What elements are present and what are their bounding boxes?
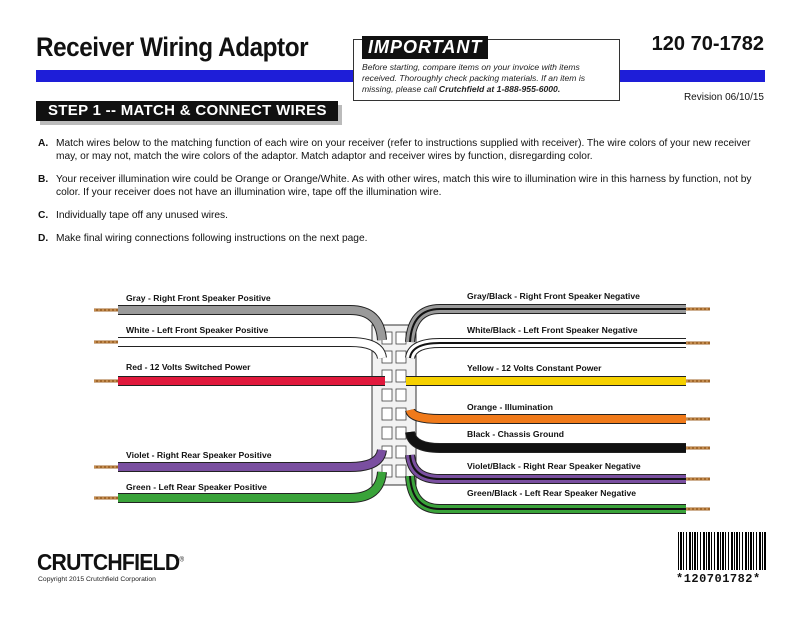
instruction-letter: C. (38, 210, 49, 221)
wire-label: Green/Black - Left Rear Speaker Negative (467, 488, 637, 498)
wire-right (410, 343, 686, 358)
header-rule-right (618, 70, 765, 82)
copyright: Copyright 2015 Crutchfield Corporation (38, 576, 156, 583)
connector-pin (396, 446, 406, 458)
instruction-item (38, 173, 758, 199)
registered-mark: ® (179, 556, 184, 564)
important-body: Before starting, compare items on your invoice with items received. Thoroughly check packing materials. If an item is missing, please call (362, 62, 586, 94)
logo-text: CRUTCHFIELD (37, 549, 180, 575)
connector-pin (382, 389, 392, 401)
instruction-list (38, 137, 758, 255)
important-tag: IMPORTANT (362, 36, 488, 59)
revision-date: Revision 06/10/15 (683, 92, 764, 103)
connector-pin (382, 427, 392, 439)
instruction-item (38, 232, 758, 245)
instruction-text: Match wires below to the matching function of each wire on your receiver (refer to instructions supplied with receiver). The wire colors of your new receiver may, or may not, match the wire colors of the adaptor. Match adaptor and receiver wires by function, disregarding color. (56, 138, 751, 162)
part-number: 120 70-1782 (651, 33, 764, 55)
instruction-letter: B. (38, 174, 49, 185)
connector-pin (396, 408, 406, 420)
wire-label: Yellow - 12 Volts Constant Power (467, 363, 602, 373)
wire-label: Gray/Black - Right Front Speaker Negative (467, 291, 640, 301)
instruction-text: Make final wiring connections following instructions on the next page. (56, 233, 368, 244)
instruction-text: Individually tape off any unused wires. (56, 210, 228, 221)
connector-pin (396, 389, 406, 401)
important-notice (353, 39, 620, 101)
wire-label: Black - Chassis Ground (467, 429, 564, 439)
important-phone: Crutchfield at 1-888-955-6000. (438, 84, 561, 94)
instruction-letter: A. (38, 138, 49, 149)
connector-pin (396, 332, 406, 344)
header-rule-left (36, 70, 353, 82)
wire-label: Green - Left Rear Speaker Positive (126, 482, 267, 492)
instruction-letter: D. (38, 233, 49, 244)
connector-pin (396, 465, 406, 477)
connector-pin (396, 370, 406, 382)
instruction-text: Your receiver illumination wire could be Orange or Orange/White. As with other wires, match this wire to illumination wire in this harness by function, not by color. If your receiver does not have an illumination wire, tape off the illumination wire. (56, 174, 752, 198)
wiring-diagram (0, 280, 802, 520)
barcode-icon (678, 532, 766, 570)
wire-left (118, 342, 382, 358)
page-title: Receiver Wiring Adaptor (36, 32, 309, 62)
connector-pin (396, 351, 406, 363)
step-banner: STEP 1 -- MATCH & CONNECT WIRES (36, 101, 338, 121)
connector-pin (396, 427, 406, 439)
barcode-text: *120701782* (676, 572, 761, 586)
important-text (362, 62, 614, 95)
wire-label: Gray - Right Front Speaker Positive (126, 293, 271, 303)
wire-label: White - Left Front Speaker Positive (126, 325, 269, 335)
wire-label: Orange - Illumination (467, 402, 553, 412)
instruction-item (38, 137, 758, 163)
wire-label: Violet/Black - Right Rear Speaker Negative (467, 461, 641, 471)
wire-label: Red - 12 Volts Switched Power (126, 362, 251, 372)
wire-label: Violet - Right Rear Speaker Positive (126, 450, 272, 460)
crutchfield-logo (37, 549, 183, 576)
connector-pin (382, 408, 392, 420)
wire-label: White/Black - Left Front Speaker Negative (467, 325, 638, 335)
instruction-item (38, 209, 758, 222)
